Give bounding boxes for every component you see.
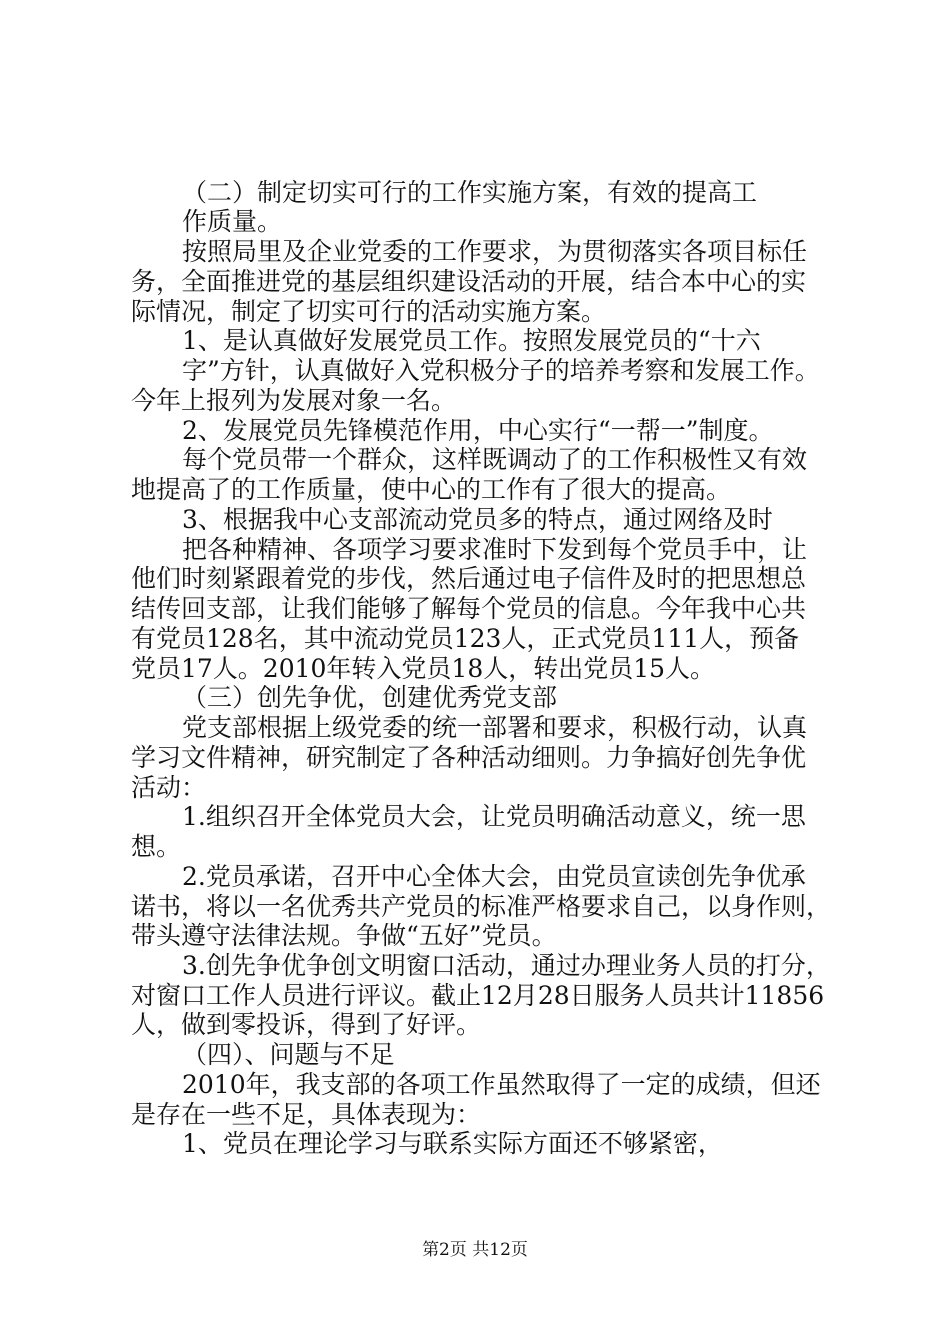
- text-line: 把各种精神、各项学习要求准时下发到每个党员手中，让: [182, 535, 808, 564]
- text-line: 想。: [131, 832, 182, 861]
- text-line: 按照局里及企业党委的工作要求，为贯彻落实各项目标任: [182, 237, 808, 266]
- text-line: 他们时刻紧跟着党的步伐，然后通过电子信件及时的把思想总: [131, 564, 807, 593]
- text-line: 1、是认真做好发展党员工作。按照发展党员的“十六: [182, 326, 761, 355]
- text-line: 3、根据我中心支部流动党员多的特点，通过网络及时: [182, 505, 773, 534]
- text-line: 字”方针，认真做好入党积极分子的培养考察和发展工作。: [182, 356, 820, 385]
- text-line: 3.创先争优争创文明窗口活动，通过办理业务人员的打分，: [182, 951, 831, 980]
- section-heading: （四）、问题与不足: [182, 1040, 395, 1069]
- text-line: 作质量。: [182, 207, 283, 236]
- text-line: 是存在一些不足，具体表现为：: [131, 1100, 482, 1129]
- text-line: 1.组织召开全体党员大会，让党员明确活动意义，统一思: [182, 802, 806, 831]
- text-line: （二）制定切实可行的工作实施方案，有效的提高工: [182, 178, 758, 207]
- text-line: 带头遵守法律法规。争做“五好”党员。: [131, 921, 557, 950]
- section-heading: （三）创先争优，创建优秀党支部: [182, 683, 558, 712]
- text-line: 地提高了的工作质量，使中心的工作有了很大的提高。: [131, 475, 732, 504]
- text-line: 诺书，将以一名优秀共产党员的标准严格要求自己，以身作则，: [131, 892, 832, 921]
- text-line: 每个党员带一个群众，这样既调动了的工作积极性又有效: [182, 445, 808, 474]
- text-line: 今年上报列为发展对象一名。: [131, 386, 457, 415]
- text-line: 务，全面推进党的基层组织建设活动的开展，结合本中心的实: [131, 267, 807, 296]
- text-line: 有党员128名，其中流动党员123人，正式党员111人，预备: [131, 624, 800, 653]
- text-line: 2.党员承诺，召开中心全体大会，由党员宣读创先争优承: [182, 862, 806, 891]
- text-line: 2、发展党员先锋模范作用，中心实行“一帮一”制度。: [182, 416, 774, 445]
- text-line: 学习文件精神，研究制定了各种活动细则。力争搞好创先争优: [131, 743, 807, 772]
- text-line: 党员17人。2010年转入党员18人，转出党员15人。: [131, 654, 716, 683]
- text-line: 对窗口工作人员进行评议。截止12月28日服务人员共计11856: [131, 981, 825, 1010]
- text-line: 活动：: [131, 773, 207, 802]
- text-line: 际情况，制定了切实可行的活动实施方案。: [131, 297, 607, 326]
- text-line: 结传回支部，让我们能够了解每个党员的信息。今年我中心共: [131, 594, 807, 623]
- text-line: 2010年，我支部的各项工作虽然取得了一定的成绩，但还: [182, 1070, 821, 1099]
- page-footer: 第2页 共12页: [422, 1240, 528, 1260]
- text-line: 党支部根据上级党委的统一部署和要求，积极行动，认真: [182, 713, 808, 742]
- text-line: 人，做到零投诉，得到了好评。: [131, 1010, 482, 1039]
- text-line: 1、党员在理论学习与联系实际方面还不够紧密，: [182, 1129, 723, 1158]
